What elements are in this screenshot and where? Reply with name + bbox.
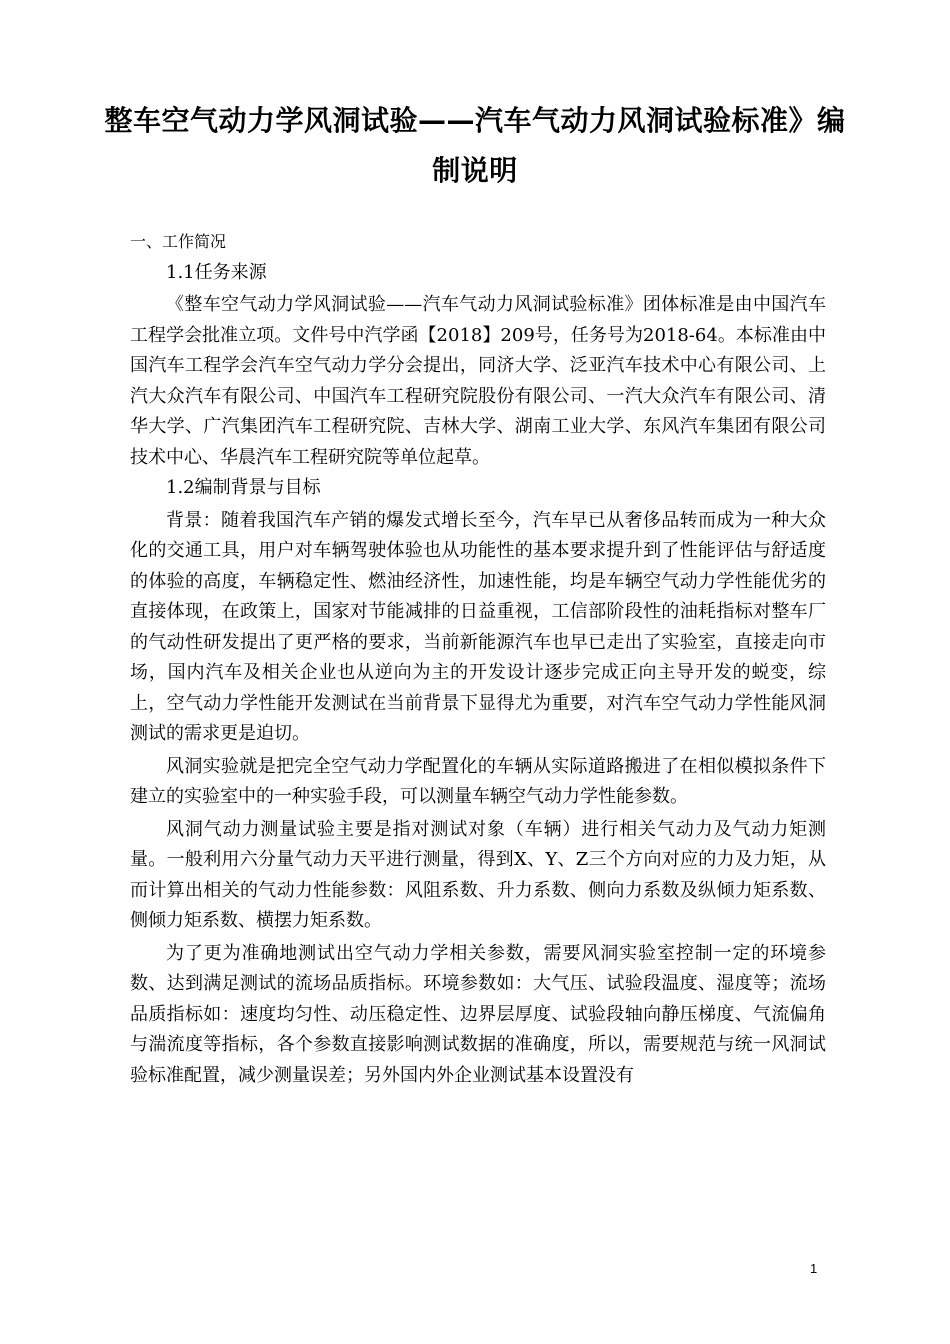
page-number: 1 — [810, 1261, 818, 1276]
document-title: 整车空气动力学风洞试验——汽车气动力风洞试验标准》编制说明 — [104, 104, 846, 187]
paragraph-environment-parameters: 为了更为准确地测试出空气动力学相关参数，需要风洞实验室控制一定的环境参数、达到满足测试的流场品质指标。环境参数如：大气压、试验段温度、湿度等；流场品质指标如：速度均匀性、动压稳定性、边界层厚度、试验段轴向静压梯度、气流偏角与湍流度等指标，各个参数直接影响测试数据的准确度，所以，需要规范与统一风洞试验标准配置，减少测量误差；另外国内外企业测试基本设置没有 — [130, 942, 826, 1086]
paragraph-force-measurement: 风洞气动力测量试验主要是指对测试对象（车辆）进行相关气动力及气动力矩测量。一般利用六分量气动力天平进行测量，得到X、Y、Z三个方向对应的力及力矩，从而计算出相关的气动力性能参数：风阻系数、升力系数、侧向力系数及纵倾力矩系数、侧倾力矩系数、横摆力矩系数。 — [130, 818, 826, 931]
subsection-heading-background: 1.2编制背景与目标 — [166, 477, 321, 498]
paragraph-task-source: 《整车空气动力学风洞试验——汽车气动力风洞试验标准》团体标准是由中国汽车工程学会批准立项。文件号中汽学函【2018】209号，任务号为2018-64。本标准由中国汽车工程学会汽车空气动力学分会提出，同济大学、泛亚汽车技术中心有限公司、上汽大众汽车有限公司、中国汽车工程研究院股份有限公司、一汽大众汽车有限公司、清华大学、广汽集团汽车工程研究院、吉林大学、湖南工业大学、东风汽车集团有限公司技术中心、华晨汽车工程研究院等单位起草。 — [130, 294, 826, 468]
paragraph-wind-tunnel-definition: 风洞实验就是把完全空气动力学配置化的车辆从实际道路搬进了在相似模拟条件下建立的实验室中的一种实验手段，可以测量车辆空气动力学性能参数。 — [130, 755, 826, 807]
subsection-heading-task-source: 1.1任务来源 — [166, 261, 267, 283]
paragraph-background: 背景：随着我国汽车产销的爆发式增长至今，汽车早已从奢侈品转而成为一种大众化的交通工具，用户对车辆驾驶体验也从功能性的基本要求提升到了性能评估与舒适度的体验的高度，车辆稳定性、燃油经济性，加速性能，均是车辆空气动力学性能优劣的直接体现，在政策上，国家对节能减排的日益重视，工信部阶段性的油耗指标对整车厂的气动性研发提出了更严格的要求，当前新能源汽车也早已走出了实验室，直接走向市场，国内汽车及相关企业也从逆向为主的开发设计逐步完成正向主导开发的蜕变，综上，空气动力学性能开发测试在当前背景下显得尤为重要，对汽车空气动力学性能风洞测试的需求更是迫切。 — [130, 509, 826, 744]
document-body — [130, 227, 826, 1091]
section-heading-work-overview: 一、工作简况 — [130, 232, 227, 251]
